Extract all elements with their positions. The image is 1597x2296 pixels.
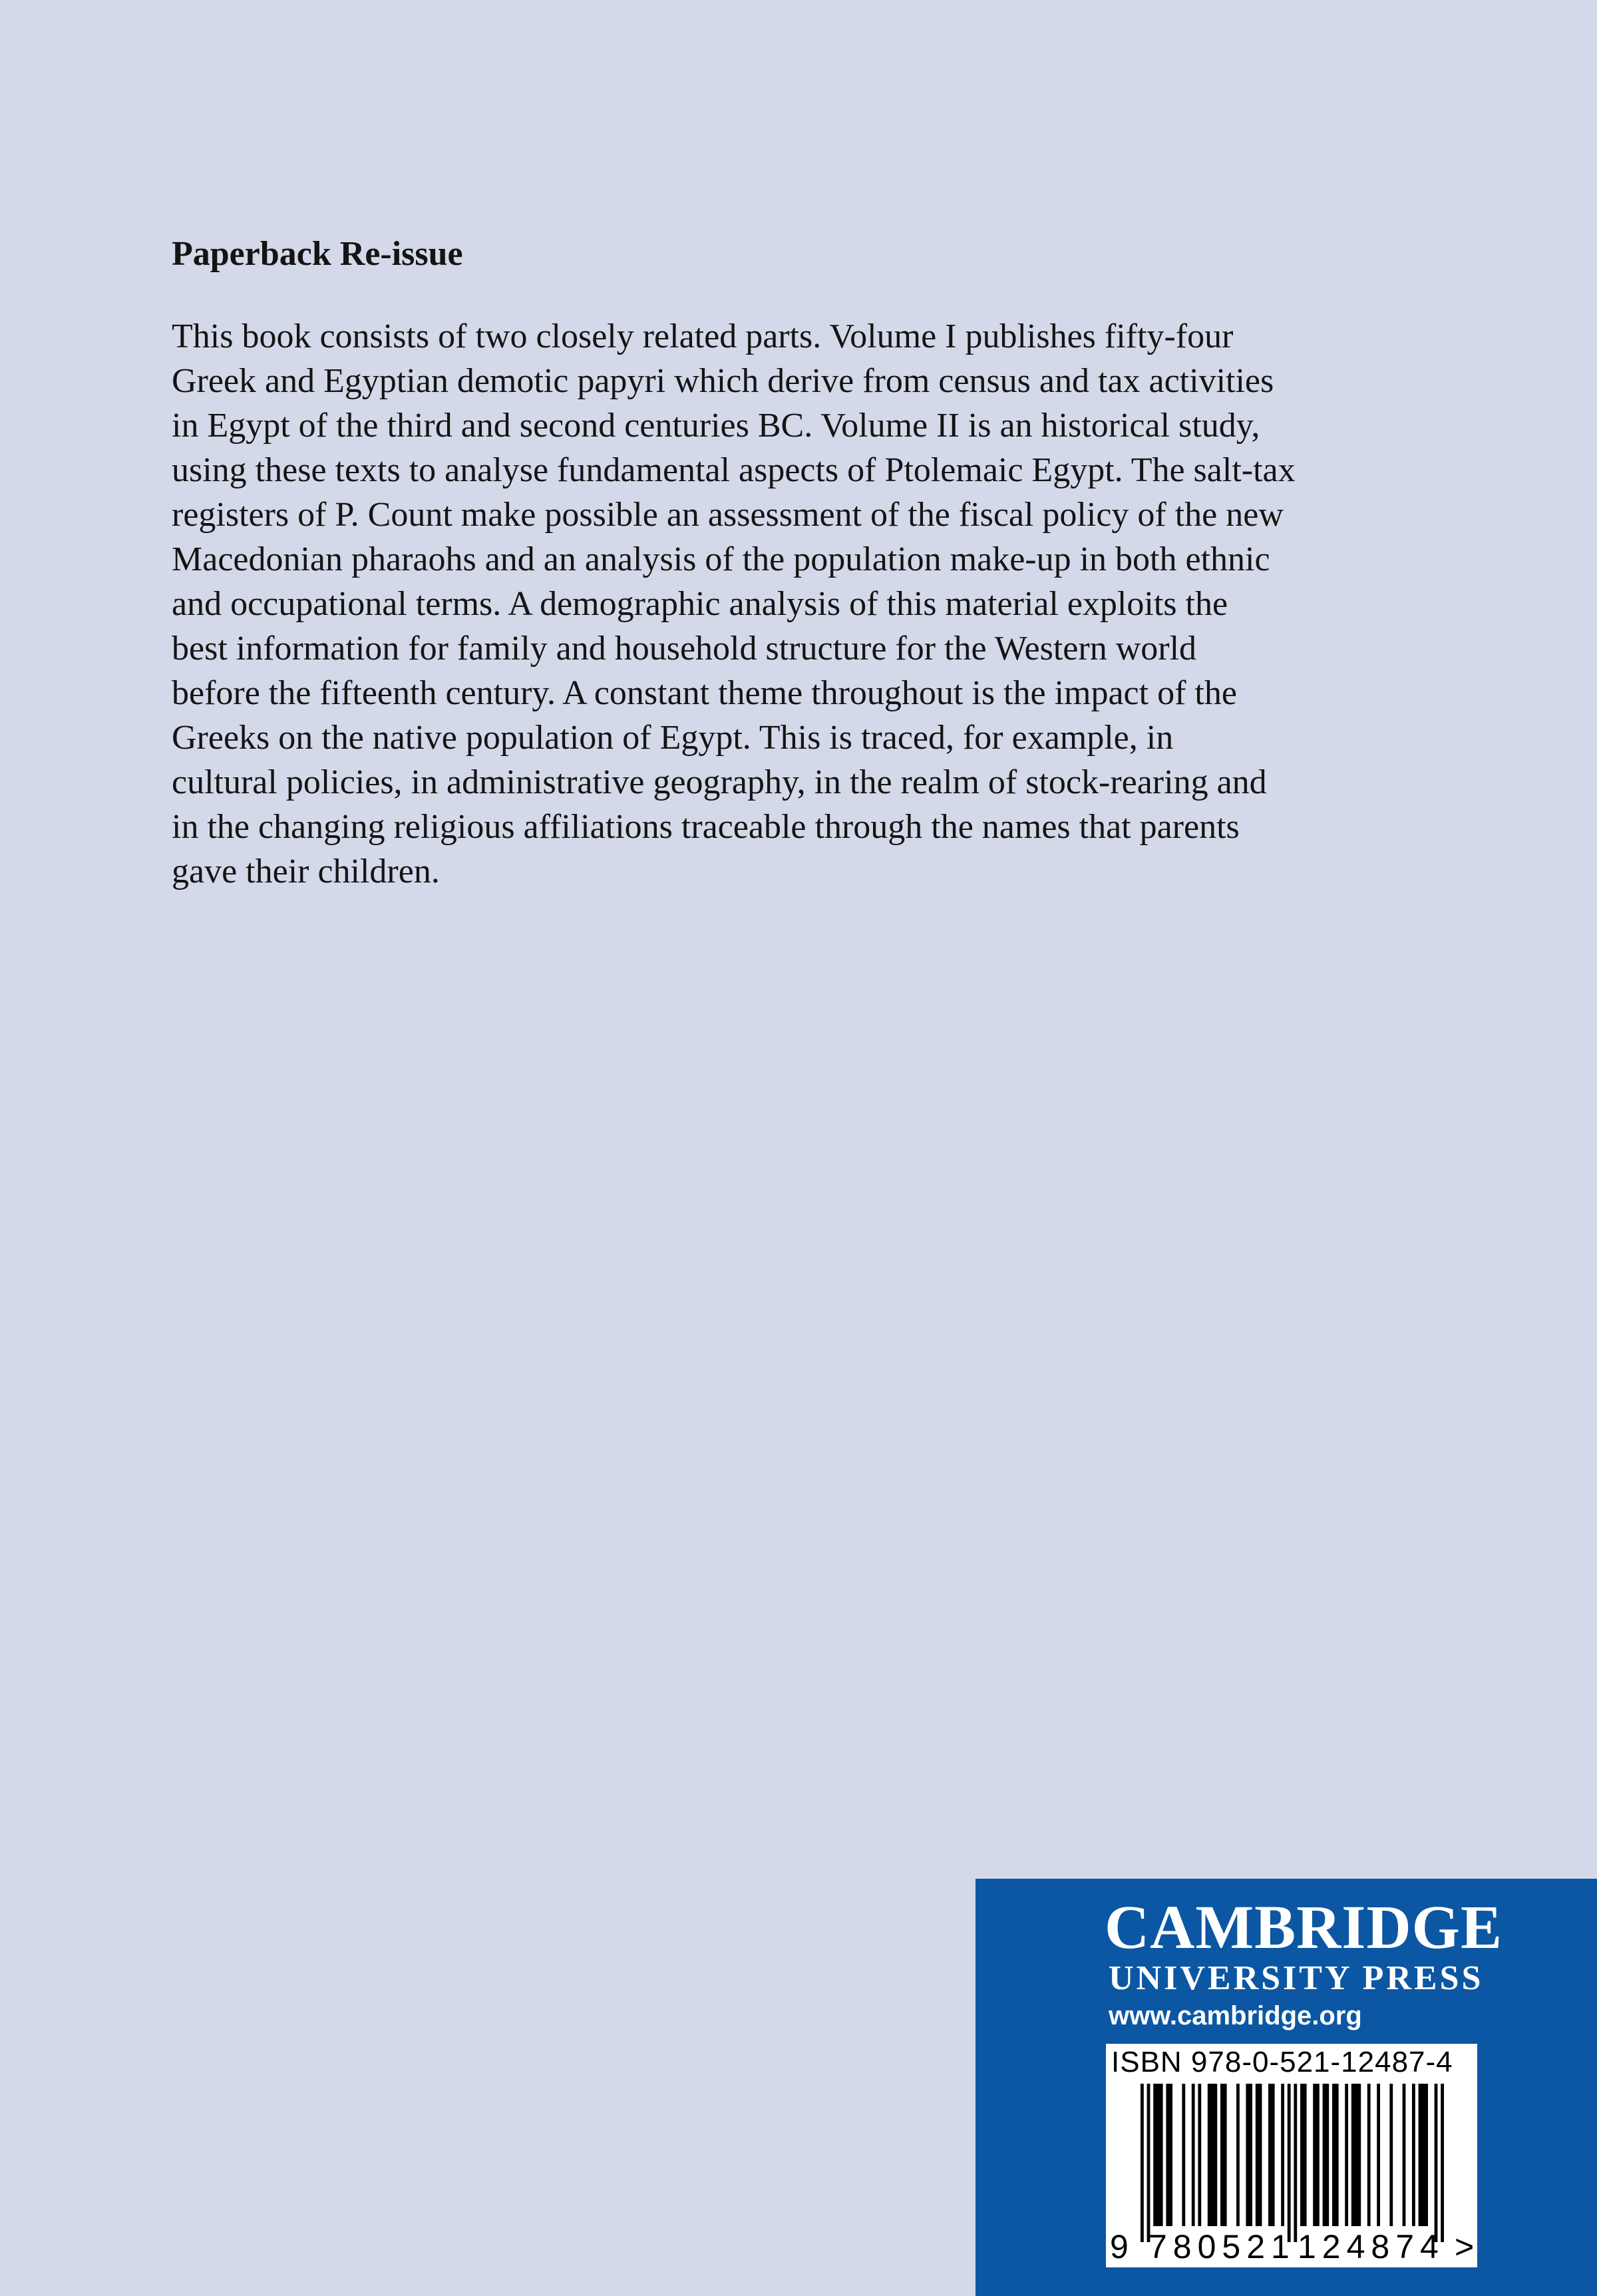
description-line: in Egypt of the third and second centuries BC. Volume II is an historical study, — [172, 407, 1260, 445]
publisher-name: CAMBRIDGE — [1105, 1893, 1503, 1962]
barcode-bar — [1153, 2084, 1162, 2226]
barcode-bar — [1367, 2084, 1371, 2226]
publisher-subtitle: UNIVERSITY PRESS — [1109, 1959, 1484, 1997]
description-line: in the changing religious affiliations traceable through the names that parents — [172, 808, 1240, 846]
barcode-bar — [1246, 2084, 1252, 2226]
description-line: gave their children. — [172, 853, 440, 890]
barcode-bar — [1192, 2084, 1195, 2226]
barcode-bar — [1166, 2084, 1172, 2226]
ean-digits — [1106, 2227, 1477, 2266]
description-line: This book consists of two closely related parts. Volume I publishes fifty-four — [172, 317, 1234, 355]
description-line: registers of P. Count make possible an assessment of the fiscal policy of the new — [172, 496, 1284, 534]
barcode-bar — [1419, 2084, 1428, 2226]
barcode-bar — [1198, 2084, 1201, 2226]
barcode-bar — [1332, 2084, 1339, 2226]
description-line: and occupational terms. A demographic analysis of this material exploits the — [172, 585, 1228, 623]
description-line: best information for family and household structure for the Western world — [172, 630, 1197, 668]
barcode-bar — [1220, 2084, 1227, 2226]
description-line: Macedonian pharaohs and an analysis of the population make-up in both ethnic — [172, 540, 1270, 578]
barcode-bar — [1141, 2084, 1144, 2242]
barcode-bar — [1294, 2084, 1297, 2242]
barcode-bar — [1182, 2084, 1185, 2226]
barcode-bar — [1313, 2084, 1320, 2226]
barcode-bar — [1300, 2084, 1307, 2226]
book-description — [172, 314, 1436, 894]
barcode-bar — [1351, 2084, 1361, 2226]
ean-left-group: 780521 — [1149, 2228, 1296, 2265]
barcode-bar — [1435, 2084, 1438, 2242]
description-line: cultural policies, in administrative geography, in the realm of stock-rearing and — [172, 763, 1267, 801]
description-line: before the fifteenth century. A constant theme throughout is the impact of the — [172, 674, 1237, 712]
ean-right-group: 124874 — [1298, 2228, 1445, 2265]
publisher-website: www.cambridge.org — [1109, 2001, 1362, 2030]
barcode-bar — [1412, 2084, 1415, 2226]
isbn-label: ISBN 978-0-521-12487-4 — [1111, 2046, 1453, 2078]
barcode-bar — [1256, 2084, 1262, 2226]
publisher-panel — [976, 1879, 1597, 2296]
description-line: Greek and Egyptian demotic papyri which derive from census and tax activities — [172, 362, 1274, 400]
barcode-bar — [1389, 2084, 1393, 2226]
barcode-bar — [1147, 2084, 1151, 2242]
barcode-bar — [1208, 2084, 1217, 2226]
barcode-bar — [1268, 2084, 1275, 2226]
section-heading: Paperback Re-issue — [172, 235, 463, 273]
barcode-bar — [1377, 2084, 1380, 2226]
barcode-panel — [1106, 2044, 1477, 2267]
quiet-zone-mark: > — [1455, 2228, 1475, 2265]
barcode-bar — [1323, 2084, 1330, 2226]
barcode-bar — [1288, 2084, 1291, 2242]
barcode-bar — [1403, 2084, 1406, 2226]
barcode-bar — [1441, 2084, 1444, 2242]
ean-first-digit: 9 — [1110, 2228, 1129, 2265]
barcode-bar — [1281, 2084, 1284, 2226]
description-line: using these texts to analyse fundamental aspects of Ptolemaic Egypt. The salt-tax — [172, 451, 1296, 489]
barcode-bar — [1236, 2084, 1240, 2226]
barcode-bar — [1345, 2084, 1348, 2226]
description-line: Greeks on the native population of Egypt. This is traced, for example, in — [172, 719, 1174, 757]
